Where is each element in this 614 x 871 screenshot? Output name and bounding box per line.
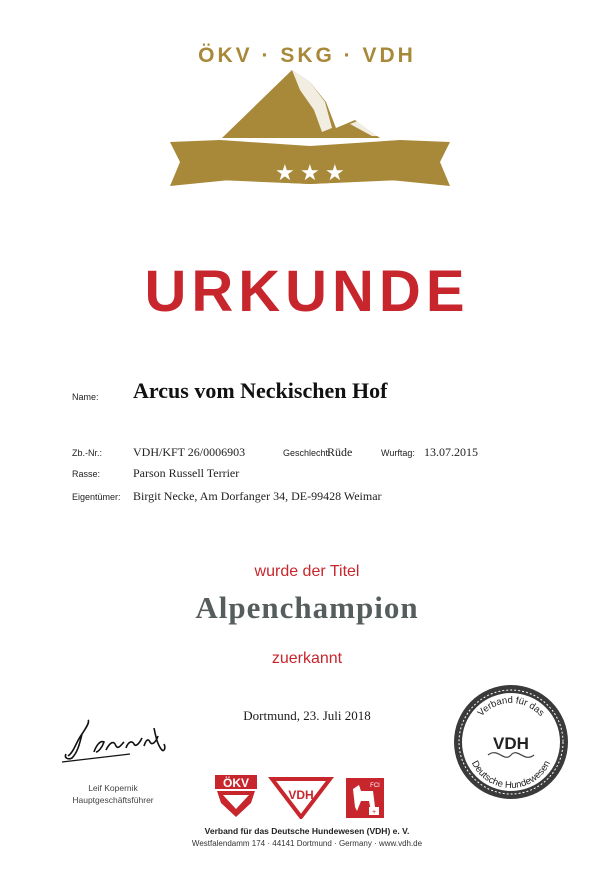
owner-value: Birgit Necke, Am Dorfanger 34, DE-99428 Weimar xyxy=(133,489,382,503)
seal-top-text: Verband für das xyxy=(475,694,547,719)
owner-label: Eigentümer: xyxy=(72,492,121,502)
mountain-logo xyxy=(150,40,470,200)
svg-text:VDH: VDH xyxy=(288,788,314,802)
zb-label: Zb.-Nr.: xyxy=(72,448,103,458)
vdh-logo xyxy=(268,773,334,819)
signature-image xyxy=(60,712,170,764)
footer-address: Westfalendamm 174 · 44141 Dortmund · Germany · www.vdh.de xyxy=(191,839,423,848)
document-title: URKUNDE xyxy=(144,259,470,324)
seal-center-text: VDH xyxy=(493,734,529,753)
svg-text:FCI: FCI xyxy=(370,783,380,789)
breed-label: Rasse: xyxy=(72,469,101,479)
star-icon: ★ xyxy=(300,161,320,186)
logo-org-text: ÖKV · SKG · VDH xyxy=(198,44,416,67)
breed-value: Parson Russell Terrier xyxy=(133,466,240,480)
star-icon: ★ xyxy=(275,161,295,186)
sex-label: Geschlecht: xyxy=(283,448,331,458)
birth-value: 13.07.2015 xyxy=(424,445,478,459)
svg-text:+: + xyxy=(371,809,377,816)
award-intro: wurde der Titel xyxy=(254,563,360,580)
zb-value: VDH/KFT 26/0006903 xyxy=(133,445,246,459)
star-icon: ★ xyxy=(325,161,345,186)
sex-value: Rüde xyxy=(327,445,353,459)
award-title: Alpenchampion xyxy=(195,590,419,625)
svg-text:ÖKV: ÖKV xyxy=(222,776,250,790)
birth-label: Wurftag: xyxy=(381,448,415,458)
award-outro: zuerkannt xyxy=(271,650,343,667)
dog-name: Arcus vom Neckischen Hof xyxy=(133,378,388,403)
okv-logo xyxy=(213,773,259,819)
seal-bottom-text: Deutsche Hundewesen xyxy=(469,758,553,792)
place-date: Dortmund, 23. Juli 2018 xyxy=(243,708,371,723)
name-label: Name: xyxy=(72,392,99,402)
signer-name: Leif Kopernik xyxy=(88,783,138,793)
footer-org: Verband für das Deutsche Hundewesen (VDH) e. V. xyxy=(204,826,410,836)
signer-role: Hauptgeschäftsführer xyxy=(72,795,154,805)
vdh-seal xyxy=(452,683,570,801)
fci-logo xyxy=(345,777,385,819)
